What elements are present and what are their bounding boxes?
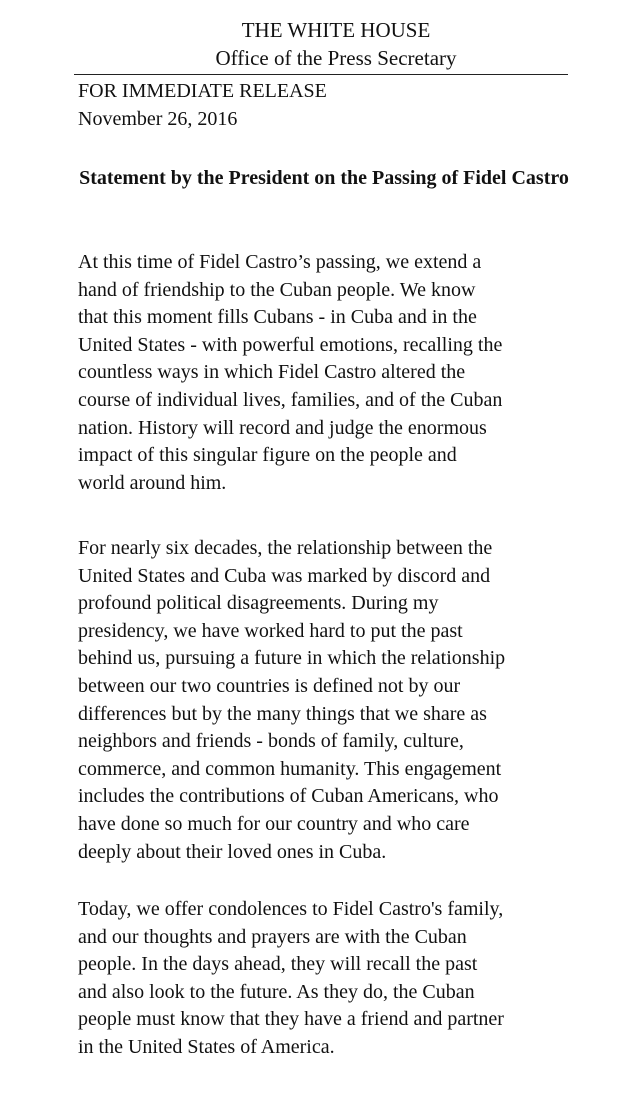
paragraph-line: United States - with powerful emotions, recalling the: [78, 333, 503, 356]
paragraph-line: At this time of Fidel Castro’s passing, we extend a: [78, 251, 482, 273]
paragraph-line: Today, we offer condolences to Fidel Castro's family,: [78, 898, 504, 920]
paragraph-line: people. In the days ahead, they will recall the past: [78, 953, 478, 976]
paragraph-line: countless ways in which Fidel Castro altered the: [78, 361, 466, 384]
paragraph-line: course of individual lives, families, and of the Cuban: [78, 388, 503, 411]
release-label: FOR IMMEDIATE RELEASE: [78, 80, 327, 102]
paragraph-line: United States and Cuba was marked by discord and: [78, 564, 491, 587]
paragraph-line: includes the contributions of Cuban Americans, who: [78, 785, 499, 808]
paragraph-line: and also look to the future. As they do, the Cuban: [78, 980, 475, 1003]
paragraph-line: differences but by the many things that we share as: [78, 702, 487, 725]
paragraph-line: and our thoughts and prayers are with the Cuban: [78, 925, 467, 948]
office-subtitle: Office of the Press Secretary: [215, 46, 457, 70]
paragraph-line: hand of friendship to the Cuban people. We know: [78, 278, 476, 301]
paragraph-line: between our two countries is defined not by our: [78, 674, 461, 697]
paragraph-line: commerce, and common humanity. This engagement: [78, 757, 502, 780]
paragraph-line: deeply about their loved ones in Cuba.: [78, 840, 387, 863]
paragraph-line: For nearly six decades, the relationship between the: [78, 537, 493, 559]
header-divider: [74, 74, 568, 75]
paragraph-line: have done so much for our country and who care: [78, 812, 470, 835]
paragraph-line: impact of this singular figure on the people and: [78, 444, 457, 467]
paragraph-line: in the United States of America.: [78, 1035, 335, 1058]
paragraph-line: that this moment fills Cubans - in Cuba and in the: [78, 306, 477, 329]
paragraph-line: behind us, pursuing a future in which the relationship: [78, 647, 506, 670]
paragraph-line: presidency, we have worked hard to put the past: [78, 619, 463, 642]
paragraph-line: neighbors and friends - bonds of family, culture,: [78, 730, 464, 753]
paragraph-1: [78, 249, 578, 497]
paragraph-line: people must know that they have a friend and partner: [78, 1008, 504, 1031]
paragraph-line: profound political disagreements. During my: [78, 592, 439, 615]
statement-headline: Statement by the President on the Passing of Fidel Castro: [79, 167, 569, 189]
paragraph-3: [78, 896, 578, 1062]
org-title: THE WHITE HOUSE: [241, 18, 431, 42]
paragraph-line: nation. History will record and judge the enormous: [78, 416, 487, 439]
release-date: November 26, 2016: [78, 108, 238, 130]
paragraph-2: [78, 535, 578, 866]
paragraph-line: world around him.: [78, 471, 227, 494]
